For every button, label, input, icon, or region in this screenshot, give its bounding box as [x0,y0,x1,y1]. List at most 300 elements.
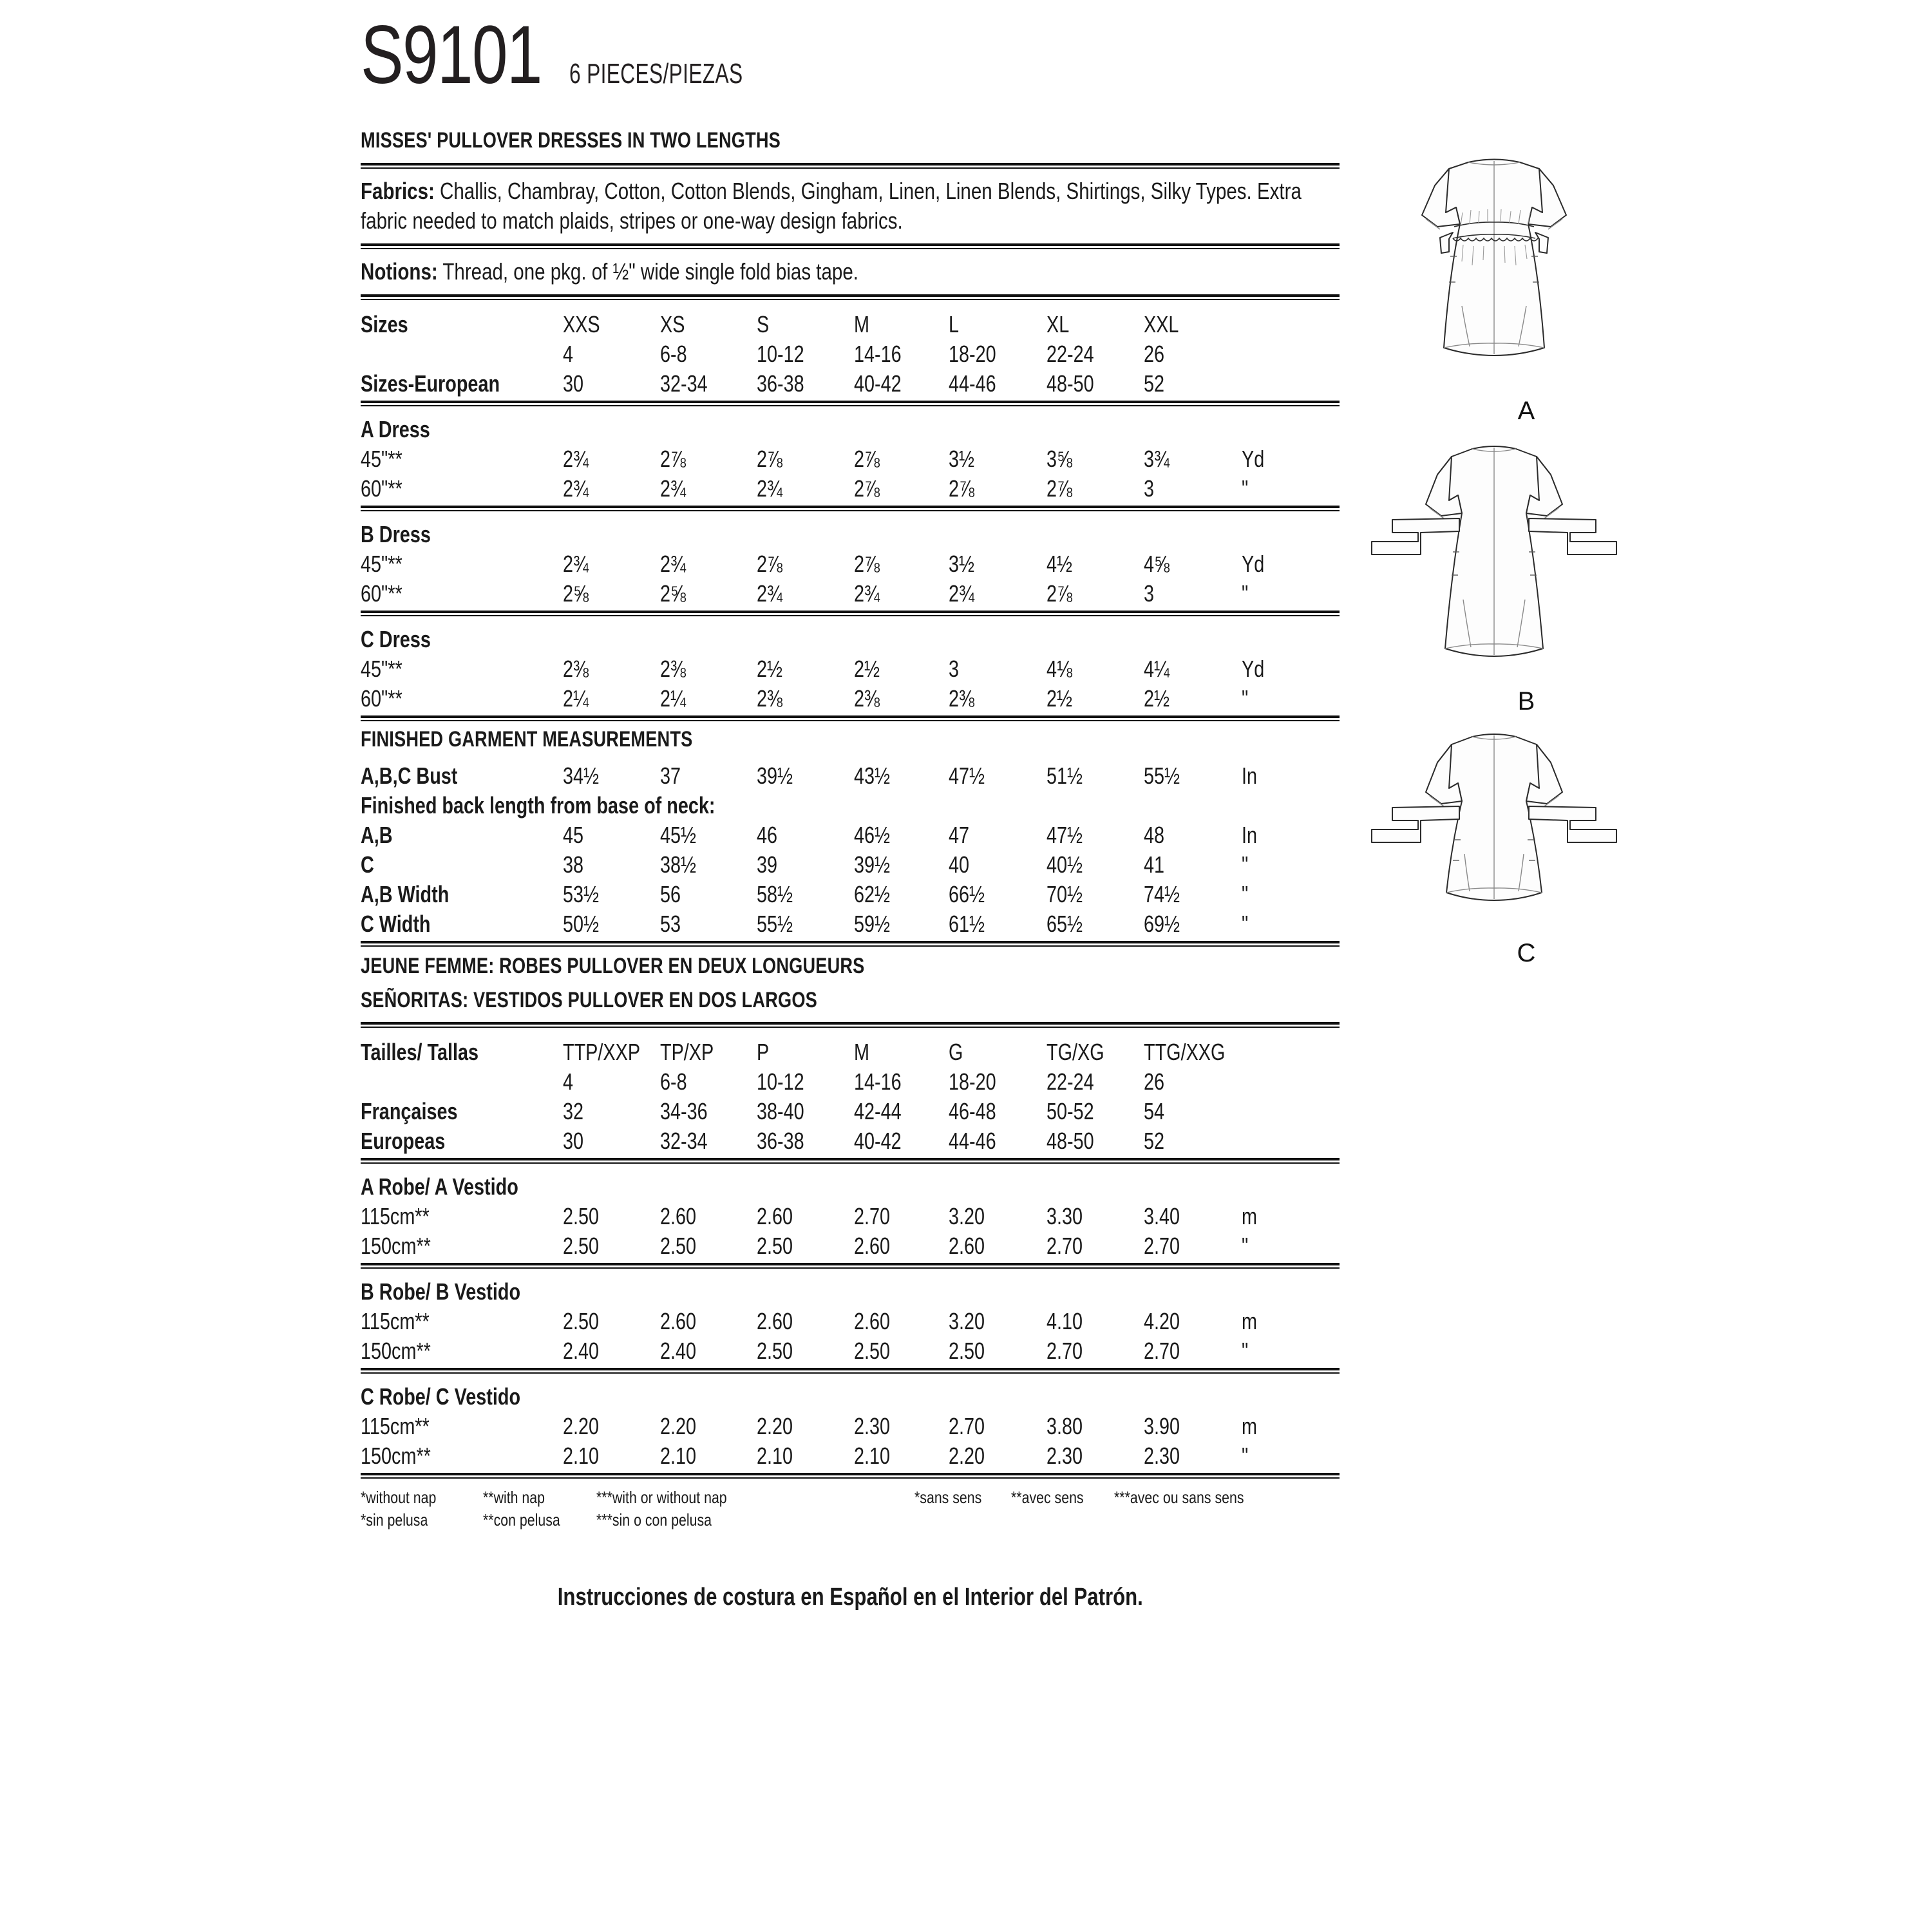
unit-cell: " [1242,1232,1249,1259]
yardage-value: 2⅞ [854,445,880,472]
intl-size: M [854,1038,870,1065]
fabrics-label: Fabrics: [361,178,435,205]
unit-cell: " [1242,880,1249,907]
yardage-value: 2⅜ [660,655,687,682]
row-label [361,1064,563,1094]
unit-cell [1242,366,1340,395]
european-size: 32-34 [660,370,708,397]
bust-value: 47½ [948,762,985,789]
yardage-value: 2⅞ [756,445,782,472]
metre-value: 3.40 [1144,1202,1180,1229]
numeric-size: 26 [1144,340,1165,367]
group-heading: B Robe/ B Vestido [361,1278,521,1305]
metre-value: 2.10 [660,1442,697,1469]
measure-value: 74½ [1144,880,1180,907]
measure-value: 38 [562,851,583,878]
bust-value: 34½ [562,762,599,789]
fabric-width-label: 115cm** [361,1202,430,1229]
europeas-size: 32-34 [660,1127,708,1154]
unit-cell [1242,1123,1340,1153]
unit-cell: " [1242,580,1249,607]
measure-value: 40½ [1046,851,1083,878]
europeas-size: 52 [1144,1127,1165,1154]
francaises-row-label: Françaises [361,1097,458,1124]
line-drawings [1346,148,1707,974]
metre-value: 3.30 [1046,1202,1083,1229]
figure-dress-c [1346,723,1707,968]
metre-value: 2.10 [562,1442,599,1469]
spanish-instructions-note: Instrucciones de costura en Español en el Interior del Patrón. [557,1584,1143,1611]
unit-cell: In [1242,762,1258,789]
fabric-width-label: 45"** [361,550,402,577]
yardage-value: 2½ [756,655,782,682]
divider [361,1022,1340,1028]
unit-cell: " [1242,475,1249,502]
measure-value: 69½ [1144,910,1180,937]
group-heading-row [361,1274,1340,1303]
divider [361,401,1340,406]
yardage-value: 2⅝ [562,580,589,607]
yardage-value: 2¾ [660,550,687,577]
content-column [361,0,1340,1611]
group-heading-row [361,412,1340,441]
metre-value: 4.10 [1046,1307,1083,1334]
yardage-value: 2½ [1046,685,1072,712]
yardage-value: 2¾ [660,475,687,502]
table-row [361,1034,1340,1064]
bust-row-label: A,B,C Bust [361,762,458,789]
row-label: C [361,851,374,878]
metre-value: 2.30 [1046,1442,1083,1469]
yardage-value: 2⅞ [756,550,782,577]
europeas-size: 48-50 [1046,1127,1094,1154]
divider [361,1158,1340,1164]
size-xxs: XXS [562,310,600,337]
footnote-with-or-without-nap: ***with or without nap [596,1487,727,1507]
fabric-width-label: 45"** [361,445,402,472]
europeas-size: 30 [562,1127,583,1154]
metre-value: 3.90 [1144,1412,1180,1439]
unit-cell [1242,1064,1340,1094]
metre-value: 2.50 [562,1232,599,1259]
metre-value: 2.40 [660,1337,697,1364]
table-row [361,681,1340,710]
unit-cell [1242,336,1340,366]
unit-cell: m [1242,1202,1258,1229]
numeric-size: 14-16 [854,1068,902,1095]
table-row [361,307,1340,336]
numeric-size: 6-8 [660,340,687,367]
yardage-value: 2⅞ [854,475,880,502]
numeric-size: 14-16 [854,340,902,367]
european-size: 36-38 [756,370,804,397]
numeric-size: 22-24 [1046,340,1094,367]
unit-cell: " [1242,851,1249,878]
row-label: A,B Width [361,880,450,907]
metre-value: 2.70 [1046,1232,1083,1259]
yardage-value: 3½ [948,445,974,472]
table-row [361,758,1340,788]
intl-size: TG/XG [1046,1038,1104,1065]
measure-value: 39½ [854,851,891,878]
metre-value: 2.20 [948,1442,985,1469]
table-row [361,441,1340,471]
footnote-without-nap: *without nap [361,1487,437,1507]
pieces-count: 6 PIECES/PIEZAS [569,58,743,90]
measure-value: 47 [948,821,970,848]
numeric-size: 6-8 [660,1068,687,1095]
bust-value: 55½ [1144,762,1180,789]
yardage-value: 4½ [1046,550,1072,577]
table-row [361,471,1340,500]
footnote-sin-pelusa: *sin pelusa [361,1510,428,1530]
metre-value: 2.60 [660,1202,697,1229]
divider [361,715,1340,721]
table-row [361,546,1340,576]
metre-value: 2.30 [854,1412,891,1439]
sizes-table-international [361,1034,1340,1153]
back-length-heading: Finished back length from base of neck: [361,791,715,819]
measure-value: 45½ [660,821,697,848]
yardage-value: 4⅝ [1144,550,1170,577]
yardage-value: 2⅞ [854,550,880,577]
divider [361,1473,1340,1479]
unit-cell: " [1242,1337,1249,1364]
measure-value: 70½ [1046,880,1083,907]
metre-value: 2.60 [948,1232,985,1259]
yardage-metric-table-a [361,1169,1340,1258]
europeas-size: 40-42 [854,1127,902,1154]
notions-text: Thread, one pkg. of ½" wide single fold bias tape. [442,258,858,285]
european-size: 30 [562,370,583,397]
size-l: L [948,310,959,337]
yardage-value: 2⅞ [660,445,687,472]
fabric-width-label: 115cm** [361,1307,430,1334]
group-heading-row [361,621,1340,651]
measure-value: 55½ [756,910,793,937]
yardage-value: 3½ [948,550,974,577]
footnote-con-pelusa: **con pelusa [483,1510,560,1530]
table-row [361,1198,1340,1228]
metre-value: 2.20 [660,1412,697,1439]
yardage-table-b-dress [361,516,1340,605]
yardage-value: 4¼ [1144,655,1170,682]
group-heading-row [361,1379,1340,1408]
table-row [361,366,1340,395]
divider [361,243,1340,249]
europeas-row-label: Europeas [361,1127,446,1154]
row-label: A,B [361,821,393,848]
yardage-value: 2¾ [562,475,589,502]
yardage-table-a-dress [361,412,1340,500]
divider [361,1368,1340,1374]
metre-value: 2.50 [854,1337,891,1364]
measure-value: 47½ [1046,821,1083,848]
garment-title-english: MISSES' PULLOVER DRESSES IN TWO LENGTHS [361,128,781,153]
fabric-width-label: 60"** [361,685,402,712]
group-heading: A Robe/ A Vestido [361,1173,518,1200]
divider [361,1263,1340,1269]
intl-size: TTP/XXP [562,1038,640,1065]
row-label: C Width [361,910,431,937]
table-row [361,1064,1340,1094]
yardage-value: 2¼ [562,685,589,712]
table-row [361,847,1340,876]
unit-cell: Yd [1242,550,1265,577]
intl-size: TTG/XXG [1144,1038,1226,1065]
metre-value: 3.20 [948,1307,985,1334]
figure-dress-a [1346,148,1707,426]
table-row [361,651,1340,681]
footnote-with-nap: **with nap [483,1487,545,1507]
yardage-value: 2½ [1144,685,1170,712]
measure-value: 50½ [562,910,599,937]
numeric-size: 18-20 [948,340,996,367]
group-heading-row [361,788,1340,817]
measure-value: 45 [562,821,583,848]
metre-value: 2.20 [562,1412,599,1439]
metre-value: 2.50 [756,1337,793,1364]
notions-paragraph [361,257,1338,287]
figure-dress-b [1346,432,1707,716]
group-heading: A Dress [361,415,430,442]
measure-value: 66½ [948,880,985,907]
dress-a-back-view-icon [1346,148,1642,399]
unit-cell: m [1242,1412,1258,1439]
divider [361,163,1340,169]
measure-value: 38½ [660,851,697,878]
measure-value: 41 [1144,851,1165,878]
metre-value: 2.60 [660,1307,697,1334]
metre-value: 2.70 [948,1412,985,1439]
metre-value: 2.50 [562,1307,599,1334]
divider [361,294,1340,300]
numeric-size: 26 [1144,1068,1165,1095]
dress-b-back-view-icon [1346,432,1642,690]
yardage-value: 2⅞ [948,475,974,502]
metre-value: 2.40 [562,1337,599,1364]
footnotes-row-2 [361,1509,1340,1531]
metre-value: 2.30 [1144,1442,1180,1469]
footnotes-spanish [361,1509,914,1531]
measure-value: 40 [948,851,970,878]
footnote-sin-o-con-pelusa: ***sin o con pelusa [596,1510,712,1530]
metre-value: 3.80 [1046,1412,1083,1439]
europeas-size: 36-38 [756,1127,804,1154]
footnotes-french [914,1486,1273,1509]
francaises-size: 50-52 [1046,1097,1094,1124]
measure-value: 53 [660,910,681,937]
yardage-value: 3 [948,655,959,682]
size-s: S [756,310,769,337]
row-label [361,336,563,366]
unit-cell: " [1242,910,1249,937]
footnote-avec-ou-sans-sens: ***avec ou sans sens [1114,1487,1244,1507]
yardage-value: 2⅞ [1046,475,1072,502]
divider [361,941,1340,947]
group-heading-row [361,1169,1340,1198]
yardage-value: 3¾ [1144,445,1170,472]
table-row [361,1123,1340,1153]
metre-value: 2.50 [756,1232,793,1259]
yardage-value: 3 [1144,475,1155,502]
numeric-size: 22-24 [1046,1068,1094,1095]
yardage-value: 2⅝ [660,580,687,607]
measure-value: 39 [756,851,777,878]
bust-value: 39½ [756,762,793,789]
fabric-width-label: 60"** [361,580,402,607]
measure-value: 65½ [1046,910,1083,937]
measure-value: 46½ [854,821,891,848]
metre-value: 2.50 [660,1232,697,1259]
dress-c-back-view-icon [1346,723,1642,942]
fabric-width-label: 45"** [361,655,402,682]
intl-size: TP/XP [660,1038,714,1065]
sizes-table [361,307,1340,395]
european-size: 40-42 [854,370,902,397]
metre-value: 4.20 [1144,1307,1180,1334]
footnote-sans-sens: *sans sens [914,1487,982,1507]
fabric-width-label: 150cm** [361,1337,431,1364]
unit-cell: Yd [1242,445,1265,472]
fabric-width-label: 150cm** [361,1442,431,1469]
measure-value: 53½ [562,880,599,907]
table-row [361,1228,1340,1258]
numeric-size: 18-20 [948,1068,996,1095]
numeric-size: 10-12 [756,340,804,367]
metre-value: 2.70 [1144,1232,1180,1259]
intl-size: G [948,1038,963,1065]
table-row [361,1333,1340,1363]
metre-value: 2.60 [854,1307,891,1334]
yardage-value: 2¾ [756,580,782,607]
notions-label: Notions: [361,258,438,285]
unit-cell: Yd [1242,655,1265,682]
table-row [361,1438,1340,1468]
francaises-size: 34-36 [660,1097,708,1124]
francaises-size: 54 [1144,1097,1165,1124]
yardage-value: 2¾ [948,580,974,607]
yardage-table-c-dress [361,621,1340,710]
page-title: S9101 [361,9,542,101]
size-xl: XL [1046,310,1069,337]
measure-value: 48 [1144,821,1165,848]
metre-value: 2.10 [756,1442,793,1469]
footnotes-english [361,1486,914,1509]
footnotes [361,1486,1340,1531]
bust-value: 51½ [1046,762,1083,789]
size-m: M [854,310,870,337]
table-row [361,576,1340,605]
francaises-size: 32 [562,1097,583,1124]
measure-value: 46 [756,821,777,848]
yardage-value: 2½ [854,655,880,682]
tailles-tallas-label: Tailles/ Tallas [361,1038,479,1065]
table-row [361,336,1340,366]
european-size: 44-46 [948,370,996,397]
divider [361,611,1340,616]
metre-value: 2.60 [756,1202,793,1229]
table-row [361,1094,1340,1123]
yardage-value: 2¾ [756,475,782,502]
intl-size: P [756,1038,769,1065]
yardage-value: 2¾ [562,550,589,577]
metre-value: 2.70 [1046,1337,1083,1364]
fabric-width-label: 150cm** [361,1232,431,1259]
metre-value: 2.70 [854,1202,891,1229]
group-heading: C Robe/ C Vestido [361,1383,521,1410]
group-heading: C Dress [361,625,431,652]
measure-value: 59½ [854,910,891,937]
measure-value: 62½ [854,880,891,907]
numeric-size: 4 [562,1068,573,1095]
metre-value: 2.70 [1144,1337,1180,1364]
yardage-value: 2¾ [854,580,880,607]
metre-value: 2.10 [854,1442,891,1469]
group-heading: B Dress [361,520,431,547]
yardage-value: 3⅝ [1046,445,1072,472]
yardage-metric-table-c [361,1379,1340,1468]
yardage-value: 2¾ [562,445,589,472]
yardage-value: 2⅜ [756,685,782,712]
unit-cell [1242,1094,1340,1123]
garment-title-spanish: SEÑORITAS: VESTIDOS PULLOVER EN DOS LARGOS [361,988,817,1013]
garment-title-french: JEUNE FEMME: ROBES PULLOVER EN DEUX LONGUEURS [361,953,865,978]
figure-label-b: B [1517,687,1535,715]
fabrics-paragraph [361,176,1338,235]
unit-cell: " [1242,685,1249,712]
european-row-label: Sizes-European [361,370,500,397]
yardage-value: 4⅛ [1046,655,1072,682]
fabric-width-label: 60"** [361,475,402,502]
table-row [361,876,1340,906]
sizes-row-label: Sizes [361,310,408,337]
numeric-size: 10-12 [756,1068,804,1095]
measure-value: 61½ [948,910,985,937]
european-size: 48-50 [1046,370,1094,397]
measure-value: 56 [660,880,681,907]
figure-label-c: C [1517,939,1536,967]
yardage-value: 2⅜ [948,685,974,712]
figure-label-a: A [1517,397,1535,425]
footnote-avec-sens: **avec sens [1011,1487,1084,1507]
finished-measurements-table [361,758,1340,936]
table-row [361,906,1340,936]
yardage-value: 2⅜ [562,655,589,682]
measure-value: 58½ [756,880,793,907]
metre-value: 2.50 [562,1202,599,1229]
yardage-value: 2⅞ [1046,580,1072,607]
francaises-size: 38-40 [756,1097,804,1124]
size-xxl: XXL [1144,310,1179,337]
metre-value: 2.60 [854,1232,891,1259]
fabrics-text: Challis, Chambray, Cotton, Cotton Blends, Gingham, Linen, Linen Blends, Shirtings, Silky Types. Extra fabric needed to match plaids, stripes or one-way design fabrics. [361,178,1302,234]
bust-value: 43½ [854,762,891,789]
yardage-value: 3 [1144,580,1155,607]
bust-value: 37 [660,762,681,789]
yardage-value: 2⅜ [854,685,880,712]
divider [361,506,1340,511]
table-row [361,1408,1340,1438]
unit-cell: " [1242,1442,1249,1469]
footnotes-row-1 [361,1486,1340,1509]
european-size: 52 [1144,370,1165,397]
group-heading-row [361,516,1340,546]
metre-value: 2.60 [756,1307,793,1334]
metre-value: 3.20 [948,1202,985,1229]
fabric-width-label: 115cm** [361,1412,430,1439]
size-xs: XS [660,310,685,337]
